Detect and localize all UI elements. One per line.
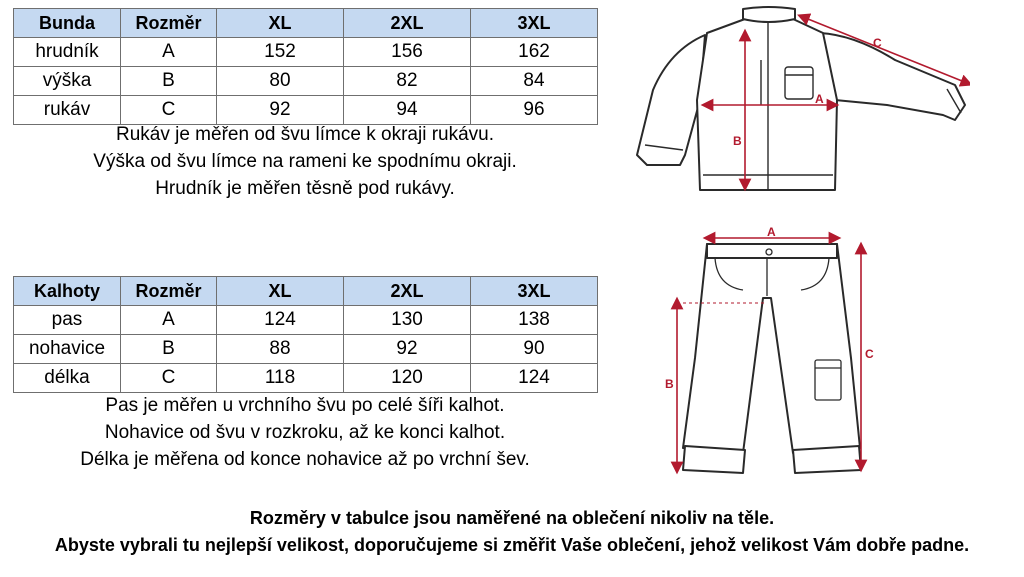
table-row	[14, 38, 598, 67]
table-cell: 90	[471, 335, 598, 364]
table-header-row	[14, 9, 598, 38]
table-cell: 84	[471, 67, 598, 96]
measure-label-c: C	[873, 36, 882, 50]
jacket-size-table	[13, 8, 598, 125]
table-cell: nohavice	[14, 335, 121, 364]
measure-label-b: B	[733, 134, 742, 148]
header-cell: 2XL	[344, 277, 471, 306]
jacket-measurement-notes	[0, 121, 610, 202]
pants-measurement-notes	[0, 392, 610, 473]
header-cell: 3XL	[471, 277, 598, 306]
note-line: Výška od švu límce na rameni ke spodnímu okraji.	[93, 151, 517, 172]
table-cell: délka	[14, 364, 121, 393]
table-cell: 92	[344, 335, 471, 364]
table-cell: A	[121, 306, 217, 335]
table-cell: pas	[14, 306, 121, 335]
note-line: Hrudník je měřen těsně pod rukávy.	[155, 178, 455, 199]
header-cell: XL	[217, 9, 344, 38]
table-cell: A	[121, 38, 217, 67]
header-cell: Kalhoty	[14, 277, 121, 306]
table-cell: 152	[217, 38, 344, 67]
table-cell: 92	[217, 96, 344, 125]
table-cell: rukáv	[14, 96, 121, 125]
table-row	[14, 306, 598, 335]
table-cell: 120	[344, 364, 471, 393]
note-line: Rukáv je měřen od švu límce k okraji rukávu.	[115, 124, 495, 145]
header-cell: XL	[217, 277, 344, 306]
measure-label-c: C	[865, 347, 874, 361]
table-cell: C	[121, 96, 217, 125]
header-cell: 3XL	[471, 9, 598, 38]
table-cell: 124	[471, 364, 598, 393]
table-row	[14, 67, 598, 96]
table-cell: B	[121, 67, 217, 96]
table-header-row	[14, 277, 598, 306]
table-cell: 162	[471, 38, 598, 67]
table-cell: 94	[344, 96, 471, 125]
footer-line: Rozměry v tabulce jsou naměřené na oblečení nikoliv na těle.	[249, 508, 775, 528]
jacket-illustration	[625, 5, 970, 195]
header-cell: Rozměr	[121, 277, 217, 306]
note-line: Délka je měřena od konce nohavice až po vrchní šev.	[80, 449, 530, 470]
note-line: Pas je měřen u vrchního švu po celé šíři kalhot.	[105, 395, 505, 416]
table-cell: 118	[217, 364, 344, 393]
table-cell: 138	[471, 306, 598, 335]
measure-label-b: B	[665, 377, 674, 391]
measure-label-a: A	[815, 92, 824, 106]
table-cell: 88	[217, 335, 344, 364]
measure-label-a: A	[767, 225, 776, 239]
header-cell: Bunda	[14, 9, 121, 38]
table-cell: 130	[344, 306, 471, 335]
table-cell: hrudník	[14, 38, 121, 67]
table-row	[14, 364, 598, 393]
note-line: Nohavice od švu v rozkroku, až ke konci kalhot.	[104, 422, 506, 443]
table-cell: 124	[217, 306, 344, 335]
table-cell: 82	[344, 67, 471, 96]
table-cell: B	[121, 335, 217, 364]
header-cell: 2XL	[344, 9, 471, 38]
header-cell: Rozměr	[121, 9, 217, 38]
pants-illustration	[615, 198, 915, 498]
table-cell: výška	[14, 67, 121, 96]
pants-size-table	[13, 276, 598, 393]
table-cell: C	[121, 364, 217, 393]
table-row	[14, 335, 598, 364]
table-cell: 156	[344, 38, 471, 67]
table-cell: 80	[217, 67, 344, 96]
footer-line: Abyste vybrali tu nejlepší velikost, doporučujeme si změřit Vaše oblečení, jehož velikost Vám dobře padne.	[54, 535, 970, 555]
table-cell: 96	[471, 96, 598, 125]
footer-note	[0, 505, 1024, 559]
pants-outline	[683, 244, 861, 473]
